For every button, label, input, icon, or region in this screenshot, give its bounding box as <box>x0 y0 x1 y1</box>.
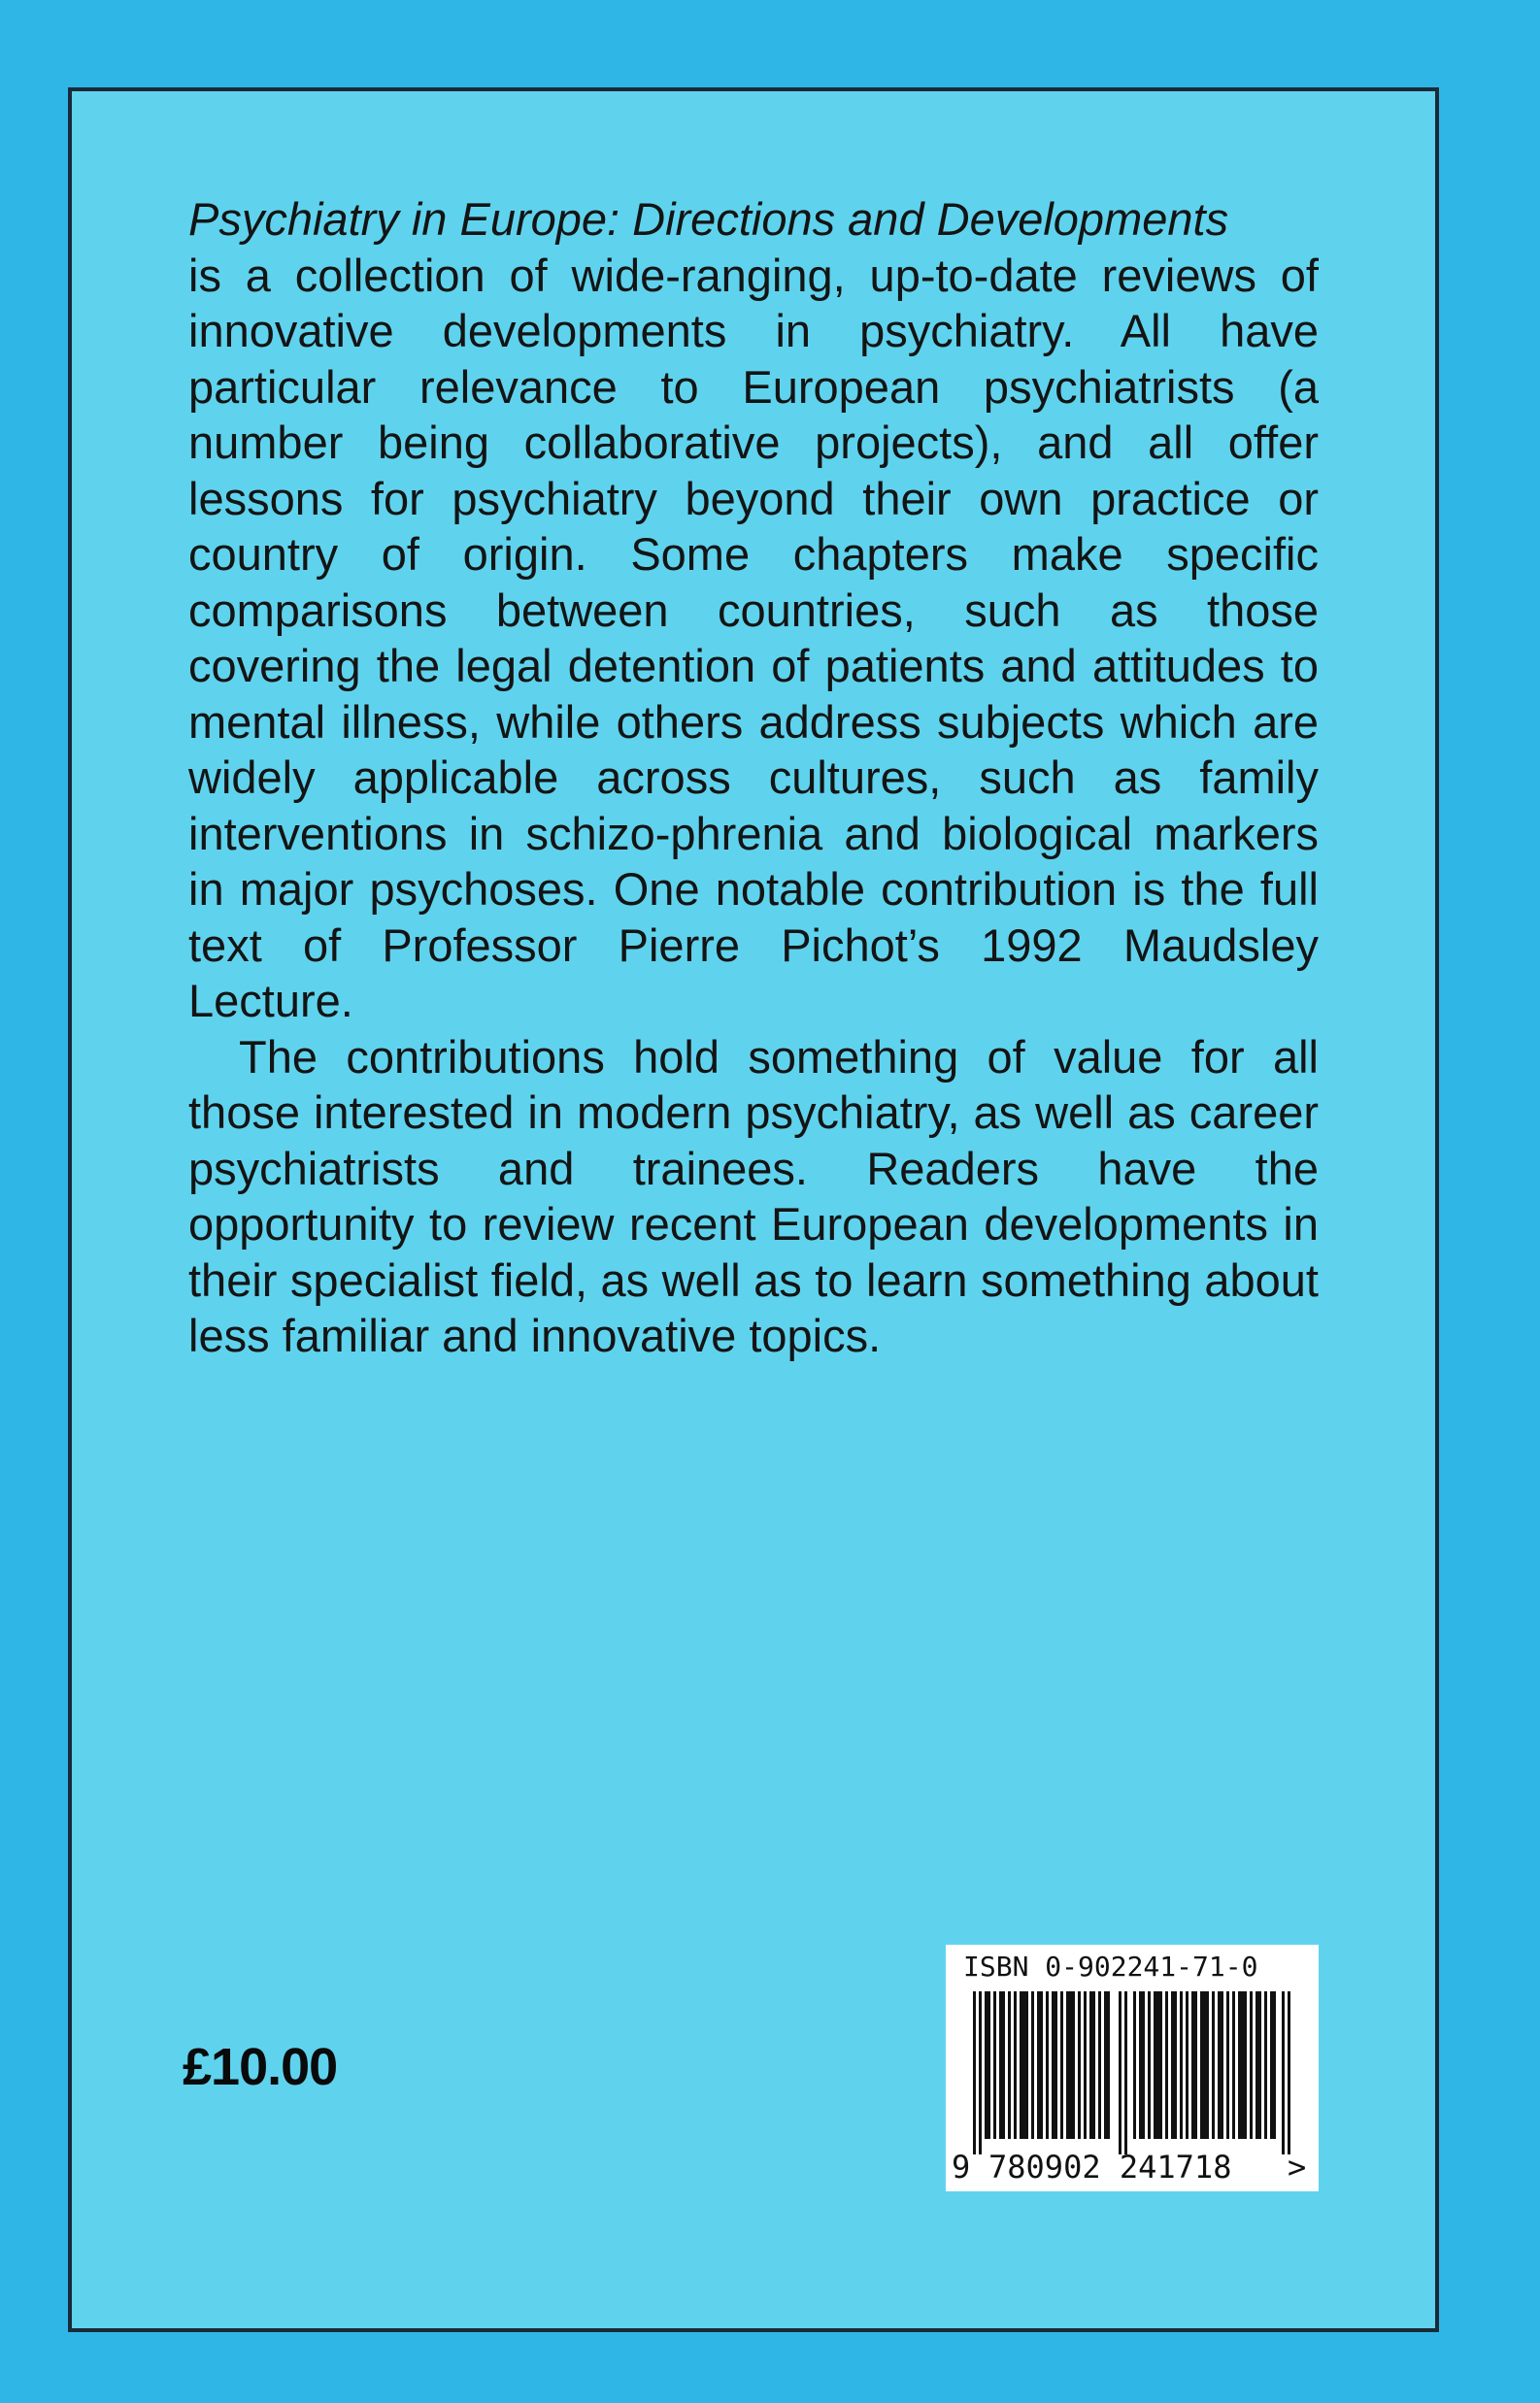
back-cover-blurb <box>188 191 1319 1364</box>
barcode-digits: 780902 241718 <box>988 2149 1232 2186</box>
barcode-first-digit: 9 <box>952 2149 971 2186</box>
isbn-text: ISBN 0-902241-71-0 <box>963 1951 1258 1983</box>
barcode-arrow-icon: > <box>1288 2149 1307 2186</box>
price-label: £10.00 <box>183 2038 338 2096</box>
book-title: Psychiatry in Europe: Directions and Developments <box>188 193 1229 245</box>
barcode-bars <box>973 1991 1293 2154</box>
blurb-paragraph-2: The contributions hold something of value for all those interested in modern psychiatry, as well as career psychiatrists and trainees. Readers have the opportunity to review recent European developments in their specialist field, as well as to learn something about less familiar and innovative topics. <box>188 1030 1319 1361</box>
blurb-paragraph-1-text: is a collection of wide-ranging, up-to-date reviews of innovative developments in psychiatry. All have particular relevance to European psychiatrists (a number being collaborative projects), and all offer lessons for psychiatry beyond their own practice or country of origin. Some chapters make specific comparisons between countries, such as those covering the legal detention of patients and attitudes to mental illness, while others address subjects which are widely applicable across cultures, such as family interventions in schizo-phrenia and biological markers in major psychoses. One notable contribution is the full text of Professor Pierre Pichot’s 1992 Maudsley Lecture. <box>188 249 1319 1026</box>
blurb-paragraph-1 <box>188 191 1319 1029</box>
isbn-barcode <box>946 1945 1319 2191</box>
